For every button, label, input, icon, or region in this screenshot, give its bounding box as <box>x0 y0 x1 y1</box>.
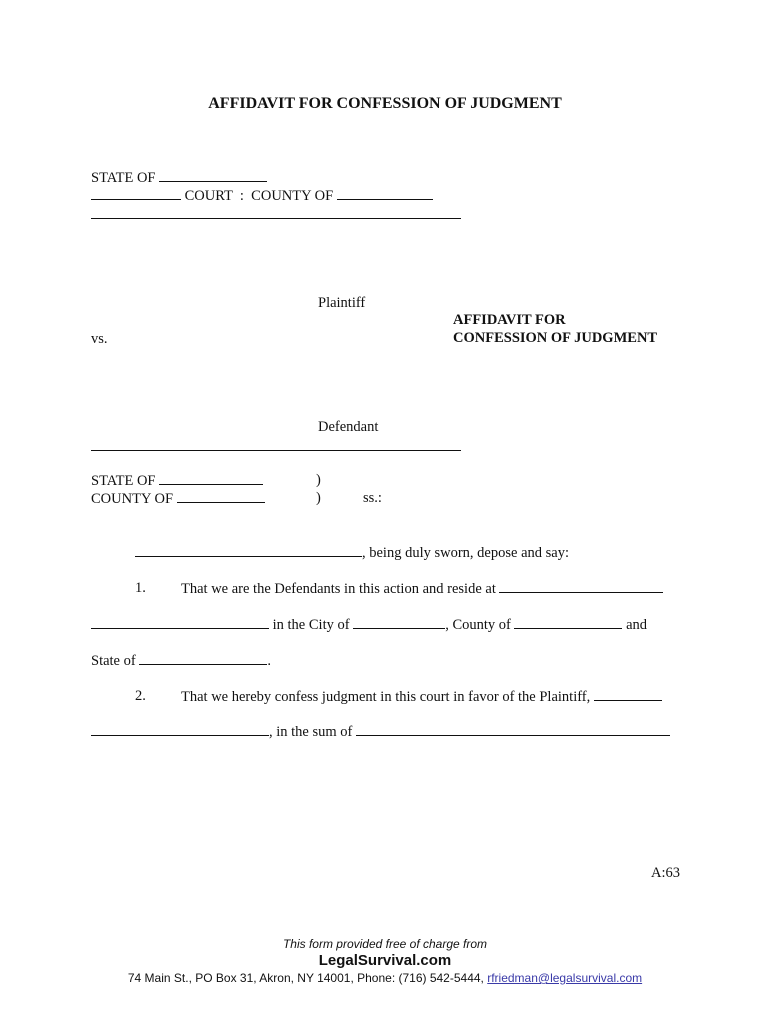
venue-county-blank[interactable] <box>177 489 265 503</box>
footer-email-link[interactable]: rfriedman@legalsurvival.com <box>487 971 643 985</box>
sworn-line <box>135 543 569 562</box>
city-of-label: in the City of <box>272 617 350 633</box>
caption-state-blank[interactable] <box>159 168 267 182</box>
city-blank[interactable] <box>353 615 445 629</box>
paragraph-2-text: That we hereby confess judgment in this court in favor of the Plaintiff, <box>181 689 591 705</box>
sum-of-label: , in the sum of <box>269 724 353 740</box>
footer-address: 74 Main St., PO Box 31, Akron, NY 14001, Phone: (716) 542-5444, <box>127 971 488 985</box>
caption-court-line <box>91 186 433 205</box>
venue-state-label: STATE OF <box>91 473 156 489</box>
county-blank[interactable] <box>514 615 622 629</box>
caption-top-rule <box>91 218 461 219</box>
caption-court-label: COURT <box>184 188 233 204</box>
residence-blank[interactable] <box>499 579 663 593</box>
doc-title-line2: CONFESSION OF JUDGMENT <box>453 330 658 346</box>
paragraph-1-number: 1. <box>135 580 146 596</box>
venue-state-blank[interactable] <box>159 471 263 485</box>
page-title: AFFIDAVIT FOR CONFESSION OF JUDGMENT <box>208 95 562 112</box>
footer-address-line <box>0 970 770 986</box>
state-blank[interactable] <box>139 651 267 665</box>
sworn-text: , being duly sworn, depose and say: <box>362 545 569 561</box>
vs-label: vs. <box>91 331 108 347</box>
state-period: . <box>267 653 271 669</box>
sum-blank[interactable] <box>356 722 670 736</box>
plaintiff-label: Plaintiff <box>318 295 366 311</box>
caption-state-line <box>91 168 267 187</box>
plaintiff-name-blank[interactable] <box>594 687 662 701</box>
state-of-label: State of <box>91 653 136 669</box>
caption-county-blank[interactable] <box>337 186 433 200</box>
defendant-label: Defendant <box>318 419 379 435</box>
caption-bottom-rule <box>91 450 461 451</box>
footer-provided: This form provided free of charge from <box>282 937 488 951</box>
footer-site[interactable]: LegalSurvival.com <box>318 952 452 969</box>
county-of-label: , County of <box>445 617 511 633</box>
venue-county-label: COUNTY OF <box>91 491 174 507</box>
page-code: A:63 <box>651 865 680 881</box>
venue-ss: ss.: <box>363 490 382 506</box>
venue-paren-1: ) <box>316 472 321 488</box>
caption-colon: : <box>239 188 244 204</box>
venue-state-line <box>91 471 263 490</box>
sum-line <box>91 722 670 741</box>
caption-court-blank[interactable] <box>91 186 181 200</box>
address-blank[interactable] <box>91 615 269 629</box>
paragraph-2-line <box>181 687 662 706</box>
paragraph-2-number: 2. <box>135 688 146 704</box>
doc-title-line1: AFFIDAVIT FOR <box>453 312 566 328</box>
venue-county-line <box>91 489 265 508</box>
caption-county-label: COUNTY OF <box>251 188 334 204</box>
and-label: and <box>626 617 648 633</box>
state-line <box>91 651 271 670</box>
affiant-name-blank[interactable] <box>135 543 362 557</box>
paragraph-1-line <box>181 579 663 598</box>
plaintiff-name-cont-blank[interactable] <box>91 722 269 736</box>
city-county-line <box>91 615 647 634</box>
caption-state-label: STATE OF <box>91 170 156 186</box>
paragraph-1-text: That we are the Defendants in this action and reside at <box>181 581 496 597</box>
venue-paren-2: ) <box>316 490 321 506</box>
